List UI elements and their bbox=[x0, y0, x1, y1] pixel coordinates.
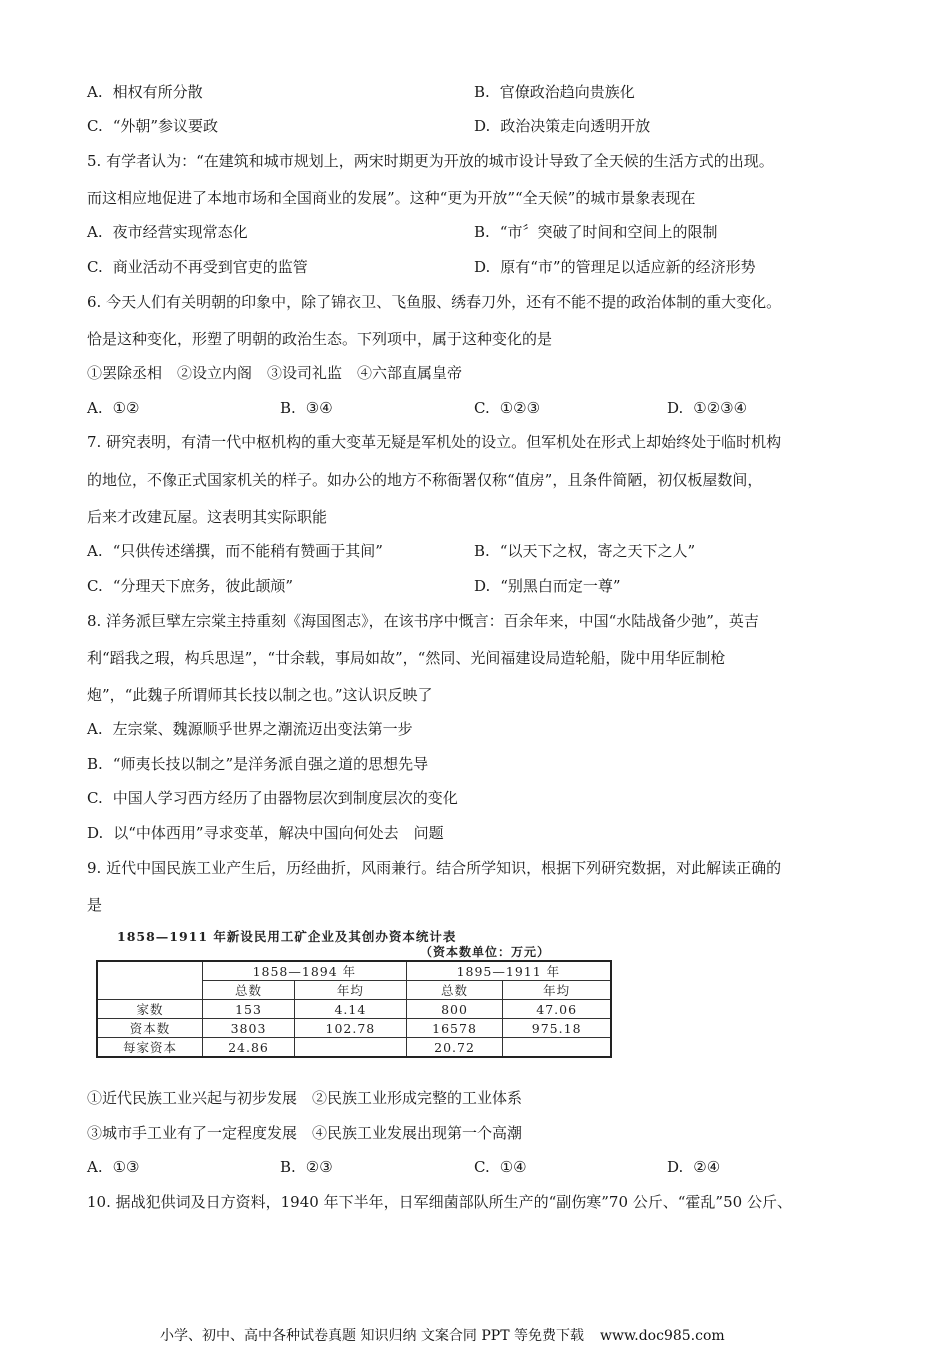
table-cell: 20.72 bbox=[406, 1038, 503, 1058]
q8-stem-line-2: 利“蹈我之瑕，构兵思逞”，“廿余载，事局如故”，“然同、光间福建设局造轮船，陇中用华匠制枪 bbox=[87, 649, 726, 667]
q9-stem-line-1: 9. 近代中国民族工业产生后，历经曲折，风雨兼行。结合所学知识，根据下列研究数据，对此解读正确的 bbox=[87, 859, 782, 877]
q9-option-a: A. ①③ bbox=[87, 1158, 140, 1176]
q10-stem-line-1: 10. 据战犯供词及日方资料，1940 年下半年，日军细菌部队所生产的“副伤寒”70 公斤、“霍乱”50 公斤、 bbox=[87, 1193, 792, 1211]
q9-stem-line-2: 是 bbox=[87, 896, 103, 914]
table-col-total: 总数 bbox=[203, 981, 295, 1000]
q9-option-c: C. ①④ bbox=[474, 1158, 527, 1176]
q8-stem-line-1: 8. 洋务派巨擘左宗棠主持重刻《海国图志》，在该书序中慨言：百余年来，中国“水陆战备少弛”，英吉 bbox=[87, 612, 759, 630]
table-cell: 102.78 bbox=[295, 1019, 407, 1038]
table-cell: 47.06 bbox=[503, 1000, 611, 1019]
table-cell: 975.18 bbox=[503, 1019, 611, 1038]
q9-option-b: B. ②③ bbox=[280, 1158, 333, 1176]
q5-option-d: D. 原有“市”的管理足以适应新的经济形势 bbox=[474, 258, 756, 276]
table-row-label: 每家资本 bbox=[97, 1038, 203, 1058]
table-cell: 4.14 bbox=[295, 1000, 407, 1019]
q5-stem-line-2: 而这相应地促进了本地市场和全国商业的发展”。这种“更为开放”“全天候”的城市景象表现在 bbox=[87, 189, 696, 207]
table-row-label: 资本数 bbox=[97, 1019, 203, 1038]
q7-stem-line-2: 的地位，不像正式国家机关的样子。如办公的地方不称衙署仅称“值房”，且条件简陋，初仅板屋数间， bbox=[87, 471, 763, 489]
q7-stem-line-1: 7. 研究表明，有清一代中枢机构的重大变革无疑是军机处的设立。但军机处在形式上却始终处于临时机构 bbox=[87, 433, 782, 451]
q8-stem-line-3: 炮”，“此魏子所谓师其长技以制之也。”这认识反映了 bbox=[87, 686, 433, 704]
table-col-avg: 年均 bbox=[295, 981, 407, 1000]
page-footer bbox=[160, 1325, 725, 1345]
q4-option-c: C. “外朝”参议要政 bbox=[87, 117, 219, 135]
table-cell bbox=[503, 1038, 611, 1058]
table-row-label: 家数 bbox=[97, 1000, 203, 1019]
q6-option-d: D. ①②③④ bbox=[667, 399, 748, 417]
table-corner-cell bbox=[97, 961, 203, 1000]
q6-stem-line-1: 6. 今天人们有关明朝的印象中，除了锦衣卫、飞鱼服、绣春刀外，还有不能不提的政治体制的重大变化。 bbox=[87, 293, 782, 311]
statistics-table bbox=[96, 960, 612, 1058]
q8-option-b: B. “师夷长技以制之”是洋务派自强之道的思想先导 bbox=[87, 755, 429, 773]
q5-option-b: B. “市〞突破了时间和空间上的限制 bbox=[474, 223, 718, 241]
table-cell: 3803 bbox=[203, 1019, 295, 1038]
q9-option-d: D. ②④ bbox=[667, 1158, 721, 1176]
q4-option-a: A. 相权有所分散 bbox=[87, 83, 203, 101]
q8-option-a: A. 左宗棠、魏源顺乎世界之潮流迈出变法第一步 bbox=[87, 720, 413, 738]
q6-option-c: C. ①②③ bbox=[474, 399, 541, 417]
table-row bbox=[97, 1038, 611, 1058]
table-period-2: 1895—1911 年 bbox=[406, 961, 611, 981]
q6-items: ①罢除丞相 ②设立内阁 ③设司礼监 ④六部直属皇帝 bbox=[87, 364, 463, 382]
footer-text: 小学、初中、高中各种试卷真题 知识归纳 文案合同 PPT 等免费下载 bbox=[160, 1328, 584, 1344]
table-period-1: 1858—1894 年 bbox=[203, 961, 407, 981]
table-row bbox=[97, 1019, 611, 1038]
table-cell: 16578 bbox=[406, 1019, 503, 1038]
table-cell bbox=[295, 1038, 407, 1058]
table-unit: （资本数单位：万元） bbox=[420, 945, 551, 959]
q7-option-c: C. “分理天下庶务，彼此颉颃” bbox=[87, 577, 294, 595]
table-col-total: 总数 bbox=[406, 981, 503, 1000]
table-col-avg: 年均 bbox=[503, 981, 611, 1000]
q5-option-a: A. 夜市经营实现常态化 bbox=[87, 223, 248, 241]
table-title: 1858—1911 年新设民用工矿企业及其创办资本统计表 bbox=[117, 929, 457, 944]
table-cell: 153 bbox=[203, 1000, 295, 1019]
q7-option-a: A. “只供传述缮撰，而不能稍有赞画于其间” bbox=[87, 542, 383, 560]
q4-option-b: B. 官僚政治趋向贵族化 bbox=[474, 83, 635, 101]
table-header-row bbox=[97, 961, 611, 981]
q7-option-b: B. “以天下之权，寄之天下之人” bbox=[474, 542, 696, 560]
footer-url[interactable]: www.doc985.com bbox=[599, 1328, 725, 1344]
q6-stem-line-2: 恰是这种变化，形塑了明朝的政治生态。下列项中，属于这种变化的是 bbox=[87, 330, 553, 348]
q8-option-d: D. 以“中体西用”寻求变革，解决中国向何处去 问题 bbox=[87, 824, 444, 842]
q6-option-b: B. ③④ bbox=[280, 399, 333, 417]
q9-items-line-1: ①近代民族工业兴起与初步发展 ②民族工业形成完整的工业体系 bbox=[87, 1089, 523, 1107]
table-cell: 800 bbox=[406, 1000, 503, 1019]
q6-option-a: A. ①② bbox=[87, 399, 140, 417]
q9-items-line-2: ③城市手工业有了一定程度发展 ④民族工业发展出现第一个高潮 bbox=[87, 1124, 523, 1142]
q7-option-d: D. “别黑白而定一尊” bbox=[474, 577, 621, 595]
q7-stem-line-3: 后来才改建瓦屋。这表明其实际职能 bbox=[87, 508, 328, 526]
q5-stem-line-1: 5. 有学者认为：“在建筑和城市规划上，两宋时期更为开放的城市设计导致了全天候的生活方式的出现。 bbox=[87, 152, 774, 170]
q5-option-c: C. 商业活动不再受到官吏的监管 bbox=[87, 258, 308, 276]
table-row bbox=[97, 1000, 611, 1019]
q4-option-d: D. 政治决策走向透明开放 bbox=[474, 117, 651, 135]
table-cell: 24.86 bbox=[203, 1038, 295, 1058]
q8-option-c: C. 中国人学习西方经历了由器物层次到制度层次的变化 bbox=[87, 789, 458, 807]
